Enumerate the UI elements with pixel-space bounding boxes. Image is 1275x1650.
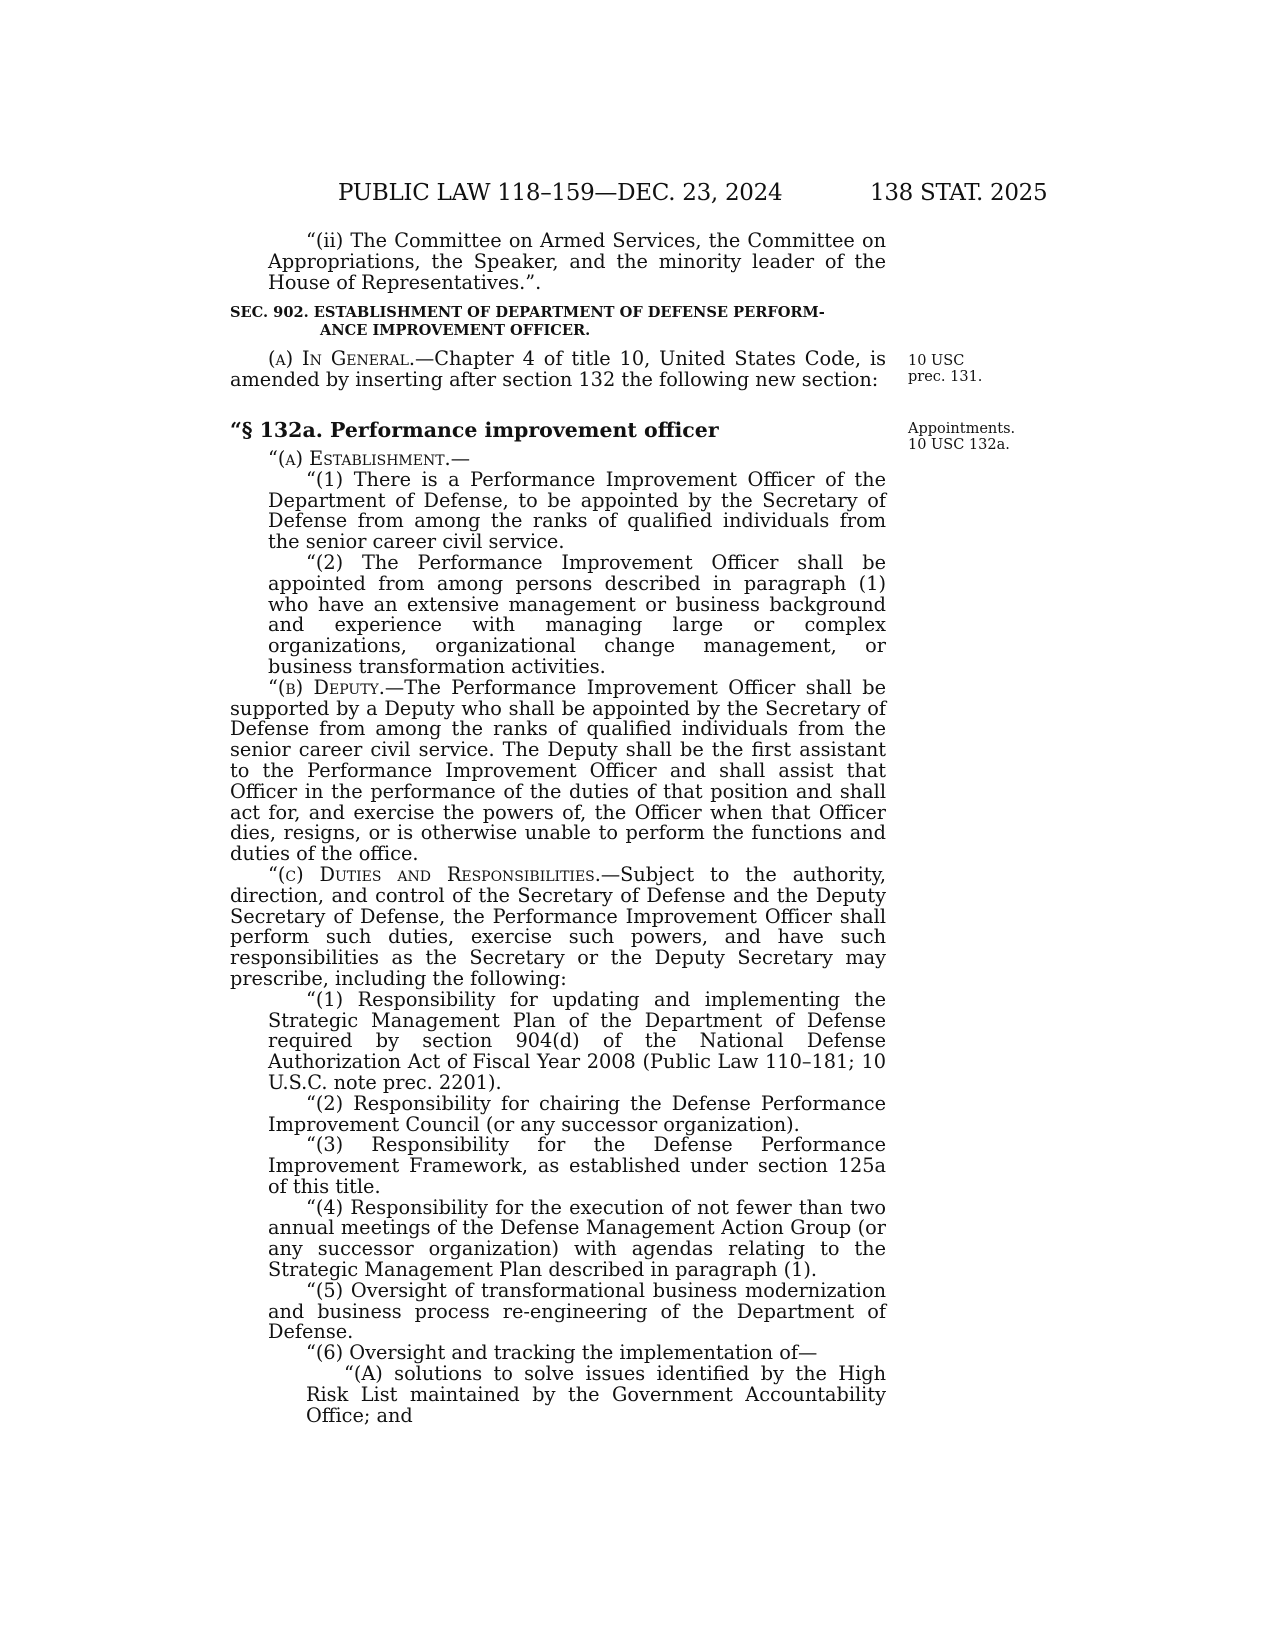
deputy-label: “(b) Deputy. <box>268 675 385 699</box>
intro-block <box>230 231 886 293</box>
deputy-text: —The Performance Improvement Officer shall be supported by a Deputy who shall be appointed by the Secretary of Defense from among the ranks of qualified individuals from the senior career civil service. The Deputy shall be the first assistant to the Performance Improvement Officer and shall assist that Officer in the performance of the duties of that position and shall act for, and exercise the powers of, the Officer when that Officer dies, resigns, or is otherwise unable to perform the functions and duties of the office. <box>230 675 886 866</box>
section-902-heading-line2: ANCE IMPROVEMENT OFFICER. <box>320 322 591 339</box>
margin-note-line: 10 USC <box>908 353 965 369</box>
paragraph-c4: “(4) Responsibility for the execution of not fewer than two annual meetings of the Defense Management Action Group (or any successor organization) with agendas relating to the Strategic Management Plan described in paragraph (1). <box>268 1195 886 1282</box>
subsection-a-paragraph <box>230 349 886 391</box>
paragraph-c6: “(6) Oversight and tracking the implementation of— <box>306 1341 818 1365</box>
running-header-title: PUBLIC LAW 118–159—DEC. 23, 2024 <box>338 180 783 206</box>
subsection-a-general <box>230 349 886 391</box>
subsection-a-establishment-heading <box>230 449 886 470</box>
establishment-label: “(a) Establishment. <box>268 447 451 470</box>
clause-ii-paragraph: “(ii) The Committee on Armed Services, the Committee on Appropriations, the Speaker, and the minority leader of the House of Representatives.”. <box>268 229 886 294</box>
establishment-dash: — <box>450 447 470 470</box>
subsection-a-label: (a) In General. <box>268 347 416 370</box>
section-902-heading <box>230 304 886 340</box>
paragraph-c1: “(1) Responsibility for updating and implementing the Strategic Management Plan of the Department of Defense required by section 904(d) of the National Defense Authorization Act of Fiscal Year 2008 (Public Law 110–181; 10 U.S.C. note prec. 2201). <box>268 987 886 1094</box>
duties-label: “(c) Duties and Responsibilities. <box>268 862 601 886</box>
duties-text: —Subject to the authority, direction, and control of the Secretary of Defense and the Deputy Secretary of Defense, the Performance Improvement Officer shall perform such duties, exercise such powers, and have such responsibilities as the Secretary or the Deputy Secretary may prescribe, including the following: <box>230 862 886 990</box>
subsection-b-deputy <box>230 675 886 866</box>
section-132a-body <box>230 449 886 1426</box>
paragraph-a2: “(2) The Performance Improvement Officer shall be appointed from among persons described in paragraph (1) who have an extensive management or business background and experience with managing large or complex organizations, organizational change management, or business transformation activities. <box>268 550 886 678</box>
margin-note-line: 10 USC 132a. <box>908 437 1010 453</box>
paragraph-a1: “(1) There is a Performance Improvement Officer of the Department of Defense, to be appointed by the Secretary of Defense from among the ranks of qualified individuals from the senior career civil service. <box>268 467 886 554</box>
margin-note-appointments <box>908 421 1015 453</box>
margin-note-line: prec. 131. <box>908 369 983 385</box>
subsection-a-text: —Chapter 4 of title 10, United States Code, is amended by inserting after section 132 the following new section: <box>230 347 887 391</box>
running-header-page-number: 138 STAT. 2025 <box>870 180 1048 206</box>
paragraph-c3: “(3) Responsibility for the Defense Performance Improvement Framework, as established under section 125a of this title. <box>268 1133 886 1198</box>
subsection-c-duties <box>230 862 886 990</box>
section-902-heading-line1: SEC. 902. ESTABLISHMENT OF DEPARTMENT OF DEFENSE PERFORM- <box>230 304 825 321</box>
paragraph-c2: “(2) Responsibility for chairing the Defense Performance Improvement Council (or any successor organization). <box>268 1091 886 1136</box>
section-132a-heading: “§ 132a. Performance improvement officer <box>230 418 719 442</box>
paragraph-c5: “(5) Oversight of transformational business modernization and business process re-engineering of the Department of Defense. <box>268 1278 886 1344</box>
paragraph-c6A: “(A) solutions to solve issues identified by the High Risk List maintained by the Government Accountability Office; and <box>306 1362 886 1427</box>
margin-note-usc-prec <box>908 353 982 385</box>
margin-note-line: Appointments. <box>908 421 1016 437</box>
